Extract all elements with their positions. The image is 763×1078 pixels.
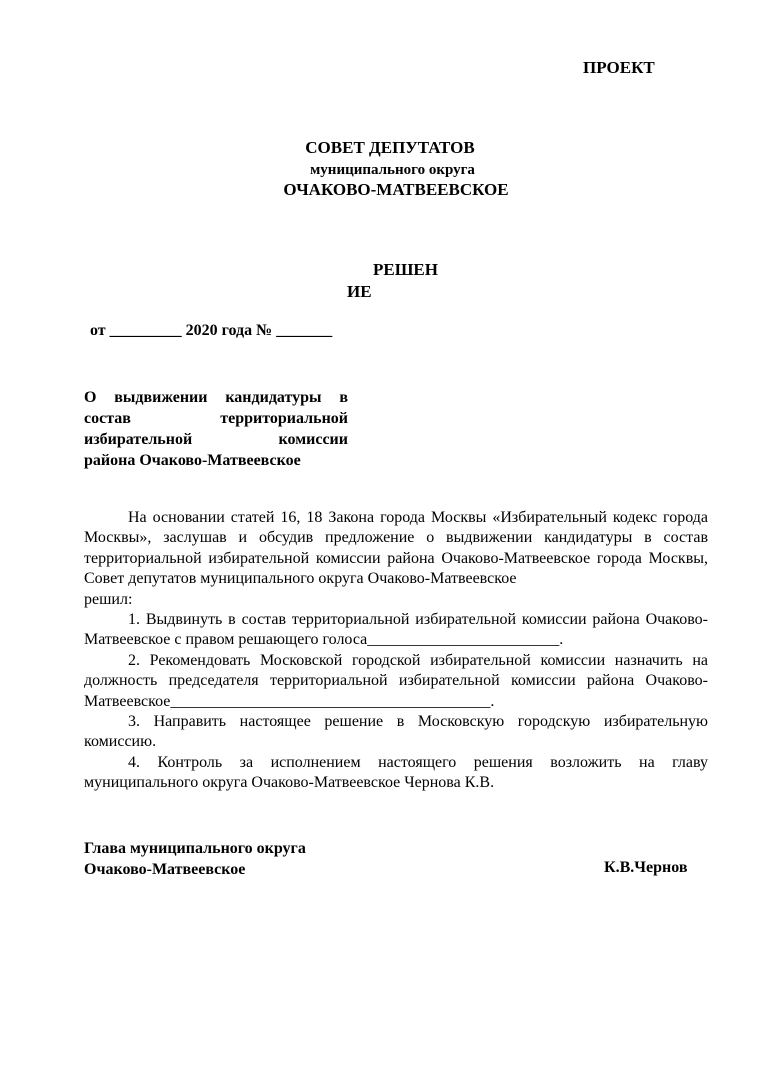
signer-title-line-1: Глава муниципального округа: [84, 840, 306, 857]
decision-item: 3. Направить настоящее решение в Московскую городскую избирательную комиссию.: [84, 713, 708, 751]
document-type-line-1: РЕШЕН: [373, 260, 438, 279]
signer-title-line-2: Очаково-Матвеевское: [84, 861, 246, 878]
subject-line: О выдвижении кандидатуры в: [84, 389, 348, 406]
subject-line: избирательной комиссии: [84, 431, 348, 448]
decision-item: 4. Контроль за исполнением настоящего решения возложить на главу муниципального округа Очаково-Матвеевское Чернова К.В.: [84, 753, 708, 792]
preamble-paragraph: На основании статей 16, 18 Закона города Москвы «Избирательный кодекс города Москвы», заслушав и обсудив предложение о выдвижении кандидатуры в состав территориальной избирательной комиссии района Очаково-Матвеевское города Москвы, Совет депутатов муниципального округа Очаково-Матвеевское: [84, 509, 708, 588]
subject-line: состав территориальной: [84, 410, 348, 427]
decided-line: решил:: [84, 590, 133, 608]
decision-item: 2. Рекомендовать Московской городской избирательной комиссии назначить на должность председателя территориальной избирательной комиссии района Очаково-Матвеевское________________________________________.: [84, 651, 708, 710]
draft-mark: ПРОЕКТ: [583, 58, 655, 77]
document-type-line-2: ИЕ: [347, 282, 372, 301]
date-line: от _________ 2020 года № _______: [90, 322, 333, 339]
council-name: ОЧАКОВО-МАТВЕЕВСКОЕ: [283, 180, 509, 199]
document-body: [84, 508, 708, 794]
signer-name: К.В.Чернов: [604, 859, 688, 876]
council-subtitle: муниципального округа: [310, 162, 475, 178]
decision-item: 1. Выдвинуть в состав территориальной избирательной комиссии района Очаково-Матвеевское с правом решающего голоса________________________.: [84, 611, 708, 649]
subject-line: района Очаково-Матвеевское: [84, 452, 301, 469]
council-title: СОВЕТ ДЕПУТАТОВ: [305, 138, 475, 157]
document-subject: [84, 387, 348, 471]
signer-title: [84, 838, 306, 880]
